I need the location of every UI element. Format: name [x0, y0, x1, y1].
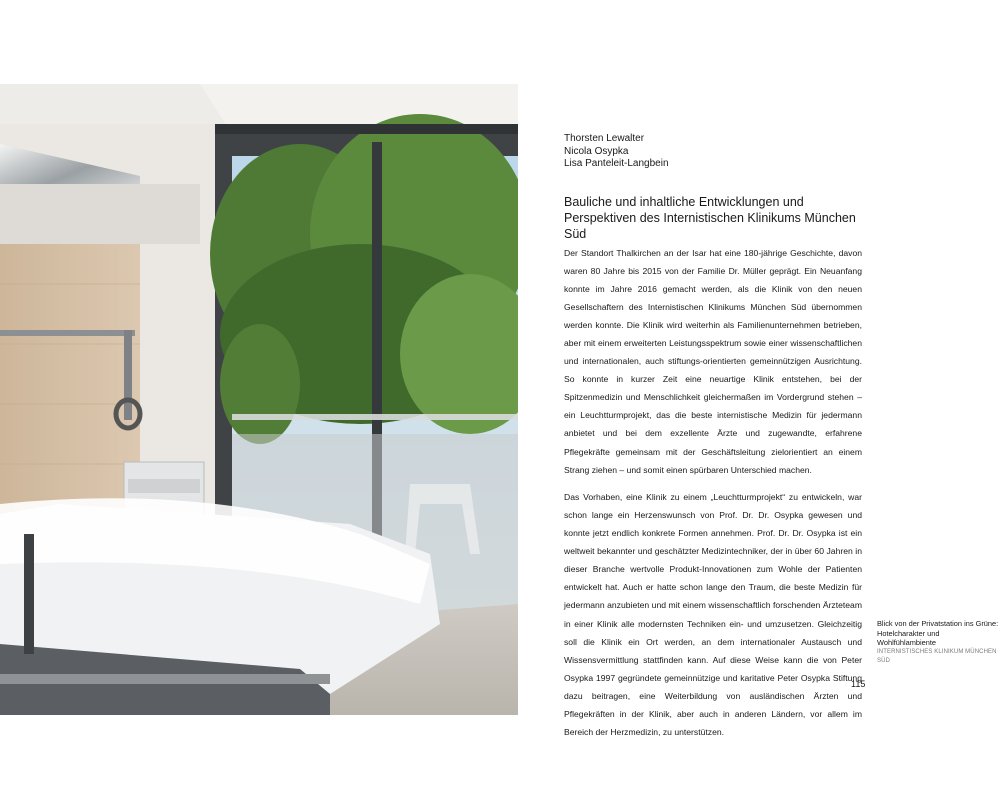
article-title: Bauliche und inhaltliche Entwicklungen und Perspektiven des Internistischen Klinikums München Süd — [564, 195, 856, 241]
body-paragraph: Das Vorhaben, eine Klinik zu einem „Leuchtturmprojekt“ zu entwickeln, war schon lange ein Herzenswunsch von Prof. Dr. Dr. Osypka gewesen und konnte jetzt endlich konkrete Formen annehmen. Prof. Dr. Dr. Osypka ist ein weltweit bekannter und geschätzter Medizintechniker, der in über 60 Jahren in dieser Branche wertvolle Produkt-Innovationen zum Wohle der Patienten entwickelt hat. Auch er hatte schon lange den Traum, die beste Medizin für jedermann anzubieten und mit einem wissenschaftlich forschenden Ärzteteam in einer Klinik alle modernsten Techniken ein- und umzusetzen. Gleichzeitig soll die Klinik ein Ort werden, an dem internationaler Austausch und Wissensvermittlung stattfinden kann. Auf diese Weise kann die von Peter Osypka 1997 gegründete gemeinnützige und karitative Peter Osypka Stiftung dazu beitragen, eine Weiterbildung von ausländischen Ärzten und Pflegekräften in der Klinik, aber auch in anderen Ländern, vor allem im Bereich der Herzmedizin, zu unterstützen. — [564, 492, 862, 737]
author-name: Nicola Osypka — [564, 145, 629, 157]
caption-text: Blick von der Privatstation ins Grüne: Hotelcharakter und Wohlfühlambiente — [877, 619, 999, 648]
photo-credit: INTERNISTISCHES KLINIKUM MÜNCHEN SÜD — [877, 648, 997, 665]
hospital-room-photo — [0, 84, 518, 715]
author-list — [564, 133, 669, 171]
author-name: Lisa Panteleit-Langbein — [564, 158, 669, 169]
body-paragraph: Der Standort Thalkirchen an der Isar hat eine 180-jährige Geschichte, davon waren 80 Jahre bis 2015 von der Familie Dr. Müller geprägt. Ein Neuanfang konnte im Jahre 2016 gemacht werden, als die Klinik von den neuen Gesellschaftern des Internistischen Klinikums München Süd übernommen werden konnte. Die Klinik wird weiterhin als Familienunternehmen betrieben, aber mit einem erweiterten Leistungsspektrum sowie einer wissenschaftlichen und internationalen, auch stiftungs-orientierten gemeinnützigen Ausrichtung. So konnte in kurzer Zeit eine neuartige Klinik entstehen, bei der Spitzenmedizin und Menschlichkeit gleichermaßen im Vordergrund stehen – ein Leuchtturmprojekt, das die beste internistische Medizin für jedermann anbietet und bei dem exzellente Ärzte und zugewandte, erfahrene Pflegekräfte gemeinsam mit der Geschäftsleitung zielorientiert an einem Strang ziehen – und somit einen spürbaren Unterschied machen. — [564, 248, 862, 475]
author-name: Thorsten Lewalter — [564, 133, 645, 144]
page-number: 115 — [851, 679, 866, 689]
photo-caption — [877, 619, 1000, 667]
article-body — [564, 244, 862, 750]
